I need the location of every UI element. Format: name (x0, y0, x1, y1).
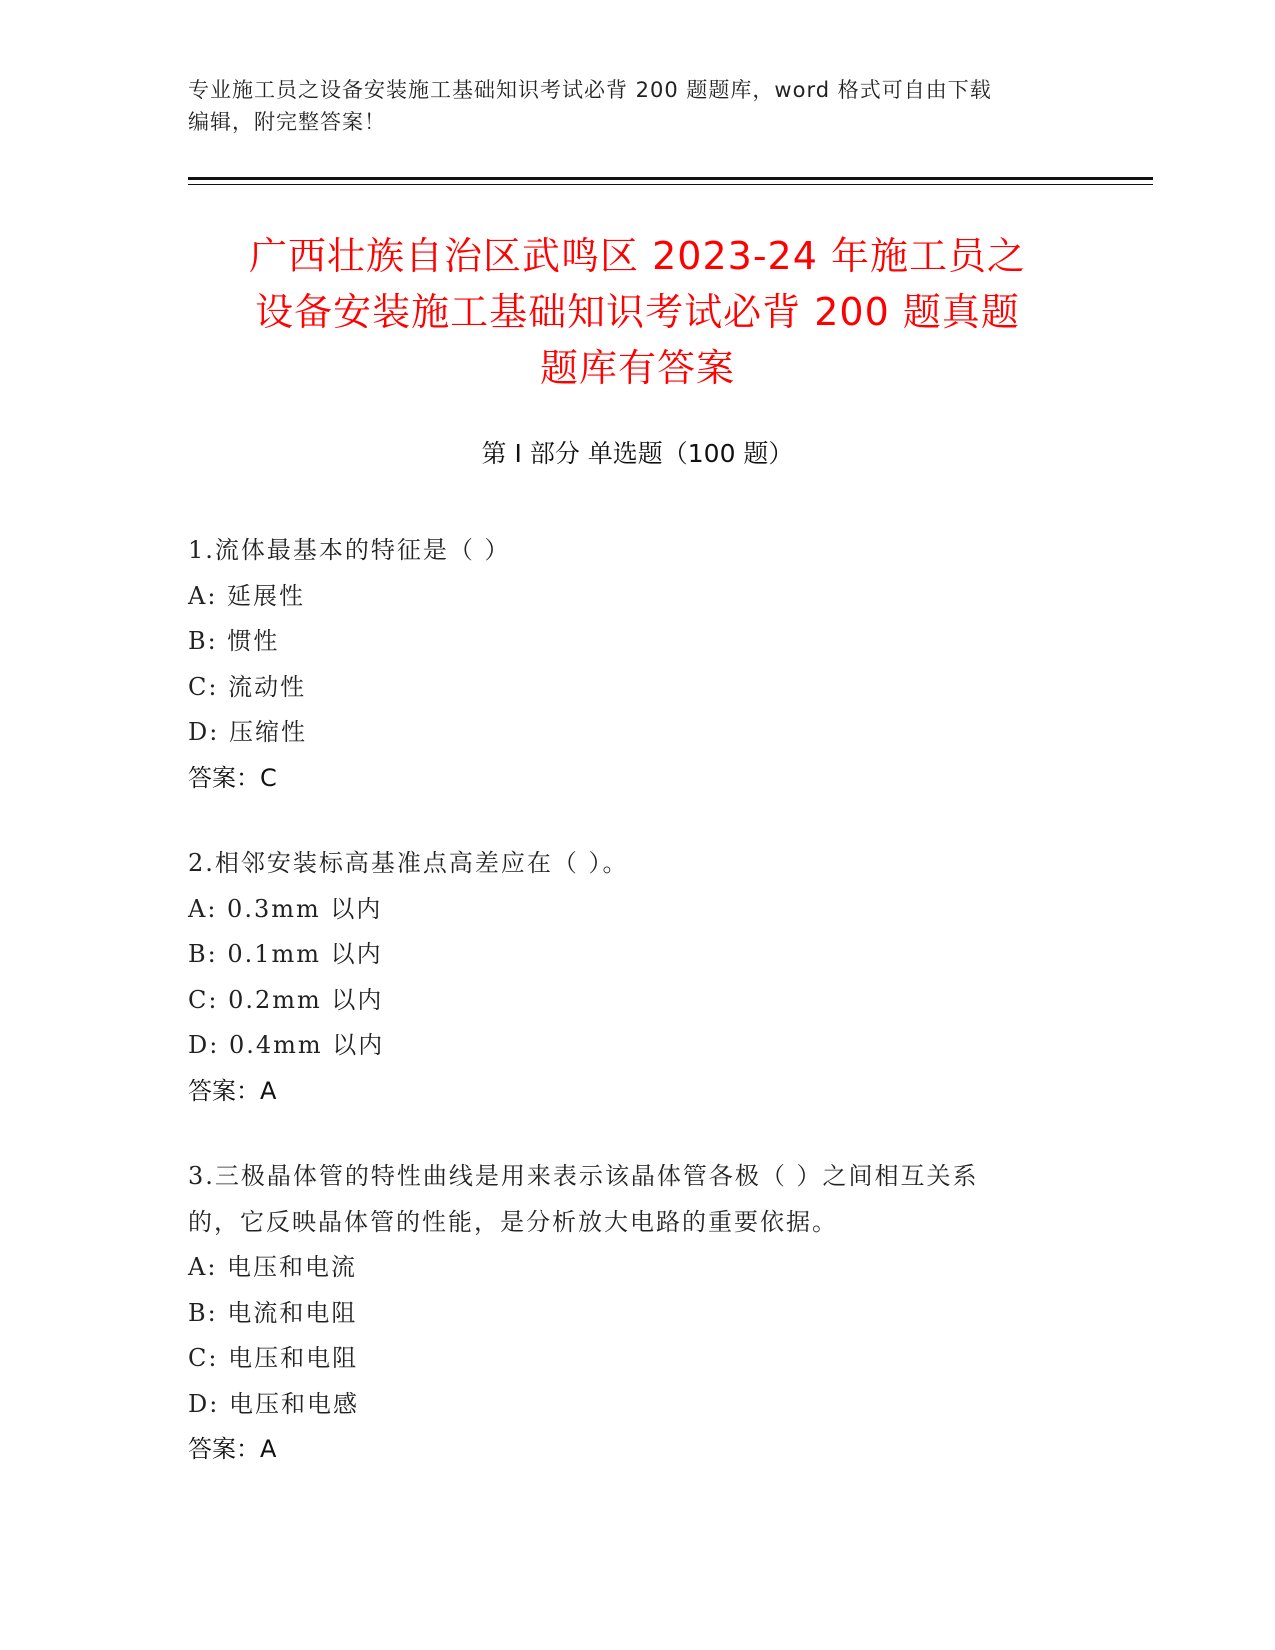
question-3 (188, 1154, 1068, 1473)
header-note-line-2: 编辑，附完整答案！ (188, 110, 386, 134)
title-line-1: 广西壮族自治区武鸣区 2023-24 年施工员之 (249, 234, 1026, 278)
question-stem: 1.流体最基本的特征是（ ） (188, 536, 511, 564)
option-b: B: 0.1mm 以内 (188, 940, 383, 968)
option-d: D: 压缩性 (188, 718, 307, 746)
document-title (170, 228, 1105, 396)
answer: 答案：A (188, 1435, 277, 1463)
section-heading: 第 I 部分 单选题（100 题） (481, 439, 794, 468)
header-note-line-1: 专业施工员之设备安装施工基础知识考试必背 200 题题库，word 格式可自由下载 (188, 78, 992, 102)
option-a: A: 0.3mm 以内 (188, 894, 383, 923)
question-list (188, 528, 1068, 1513)
option-c: C: 流动性 (188, 672, 307, 701)
question-stem: 2.相邻安装标高基准点高差应在（ ）。 (188, 849, 629, 877)
option-a: A: 延展性 (188, 581, 306, 610)
option-a: A: 电压和电流 (188, 1253, 358, 1281)
option-c: C: 电压和电阻 (188, 1344, 359, 1372)
header-rule-thin (188, 184, 1153, 185)
question-2 (188, 841, 1068, 1114)
option-d: D: 0.4mm 以内 (188, 1031, 385, 1059)
option-c: C: 0.2mm 以内 (188, 985, 384, 1014)
header-note (188, 74, 1068, 138)
header-rule-thick (188, 177, 1153, 180)
question-stem-line-2: 的，它反映晶体管的性能，是分析放大电路的重要依据。 (188, 1207, 838, 1236)
answer: 答案：C (188, 763, 277, 792)
answer: 答案：A (188, 1076, 277, 1105)
option-b: B: 电流和电阻 (188, 1298, 358, 1327)
title-line-2: 设备安装施工基础知识考试必背 200 题真题 (255, 290, 1020, 334)
title-line-3: 题库有答案 (539, 346, 735, 390)
question-1 (188, 528, 1068, 801)
option-d: D: 电压和电感 (188, 1389, 359, 1418)
question-stem-line-1: 3.三极晶体管的特性曲线是用来表示该晶体管各极（ ）之间相互关系 (188, 1162, 979, 1190)
option-b: B: 惯性 (188, 627, 280, 655)
